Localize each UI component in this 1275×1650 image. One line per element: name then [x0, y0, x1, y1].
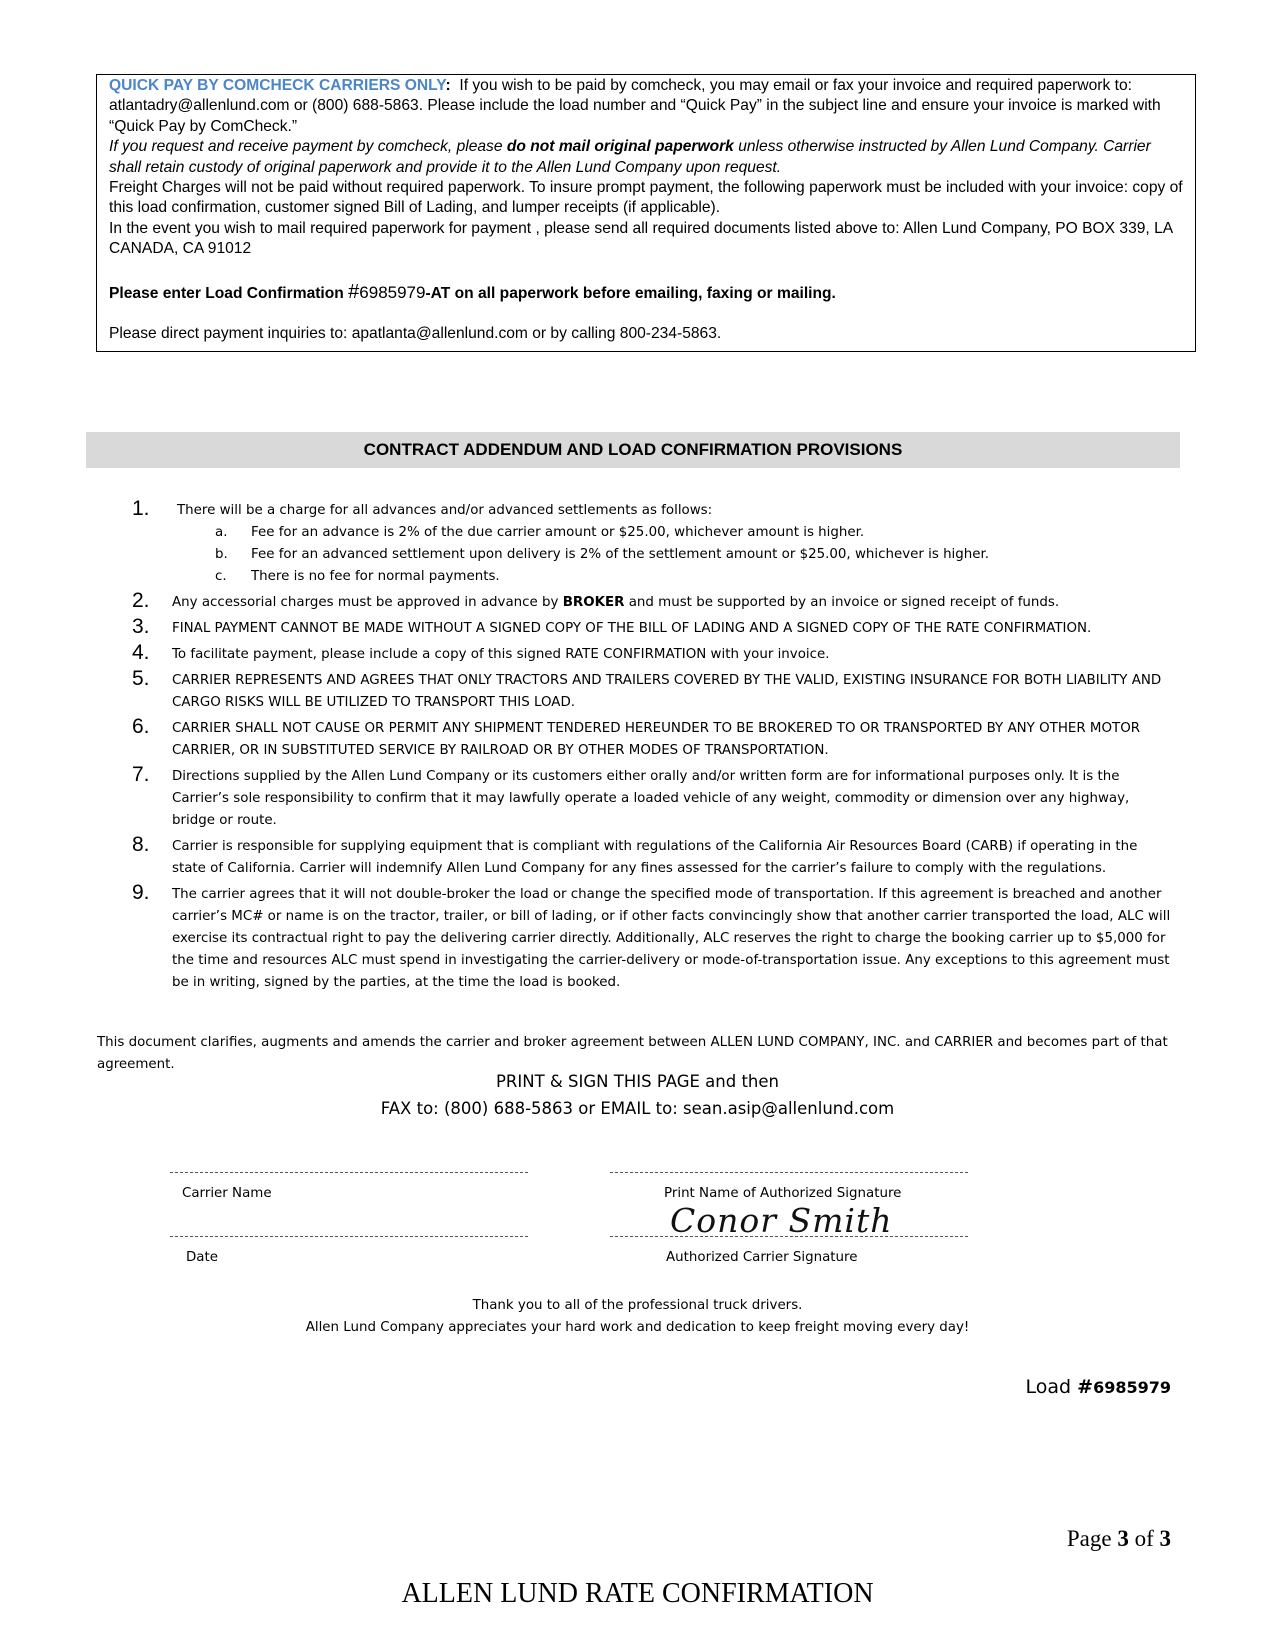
page-of: of — [1128, 1526, 1160, 1551]
mail-paperwork-note: In the event you wish to mail required paperwork for payment , please send all required documents listed above to: Allen Lund Company, PO BOX 339, LA CANADA, CA 91012 — [109, 219, 1173, 258]
quick-pay-italic-note — [109, 137, 1185, 178]
date-line[interactable] — [170, 1236, 528, 1237]
quick-pay-box — [96, 74, 1196, 352]
print-name-label: Print Name of Authorized Signature — [664, 1186, 902, 1201]
provision-text-pre: Any accessorial charges must be approved in advance by — [172, 595, 563, 610]
provision-number: 8. — [132, 833, 150, 856]
provision-number: 9. — [132, 881, 150, 904]
authorized-signature-label: Authorized Carrier Signature — [666, 1250, 858, 1265]
carrier-name-line[interactable] — [170, 1172, 528, 1173]
italic-note-bold: do not mail original paperwork — [506, 138, 734, 156]
provision-text: To facilitate payment, please include a copy of this signed RATE CONFIRMATION with your invoice. — [172, 647, 830, 662]
provision-text: CARRIER SHALL NOT CAUSE OR PERMIT ANY SHIPMENT TENDERED HEREUNDER TO BE BROKERED TO OR TRANSPORTED BY ANY OTHER MOTOR CARRIER, OR IN SUBSTITUTED SERVICE BY RAILROAD OR BY OTHER MODES OF TRANSPORTATION. — [172, 721, 1141, 758]
provision-2 — [0, 589, 1275, 614]
provision-number: 6. — [132, 715, 150, 738]
handwritten-signature: Conor Smith — [670, 1201, 893, 1240]
quick-pay-heading-colon: : — [445, 77, 451, 94]
provision-number: 5. — [132, 667, 150, 690]
provision-text: CARRIER REPRESENTS AND AGREES THAT ONLY TRACTORS AND TRAILERS COVERED BY THE VALID, EXISTING INSURANCE FOR BOTH LIABILITY AND CARGO RISKS WILL BE UTILIZED TO TRANSPORT THIS LOAD. — [172, 673, 1162, 710]
load-number: 6985979 — [1093, 1378, 1171, 1397]
provision-number: 1. — [132, 497, 150, 520]
page-prefix: Page — [1066, 1526, 1118, 1551]
sub-text: Fee for an advanced settlement upon delivery is 2% of the settlement amount or $25.00, whichever is higher. — [251, 547, 990, 562]
page-current: 3 — [1117, 1526, 1129, 1551]
quick-pay-heading: QUICK PAY BY COMCHECK CARRIERS ONLY — [109, 77, 446, 94]
page-total: 3 — [1159, 1526, 1171, 1551]
section-title: CONTRACT ADDENDUM AND LOAD CONFIRMATION PROVISIONS — [363, 440, 903, 459]
agreement-clarification: This document clarifies, augments and amends the carrier and broker agreement between ALLEN LUND COMPANY, INC. and CARRIER and becomes part of that agreement. — [97, 1035, 1168, 1072]
confirm-load-number: 6985979 — [359, 282, 426, 302]
thanks-line-1: Thank you to all of the professional truck drivers. — [472, 1298, 803, 1313]
provision-sub-a — [177, 522, 1175, 544]
provisions-list — [0, 497, 1275, 998]
provision-text: The carrier agrees that it will not double-broker the load or change the specified mode of transportation. If this agreement is breached and another carrier’s MC# or name is on the tractor, trailer, or bill of lading, or if other facts convincingly show that another carrier transported the load, ALC will exercise its contractual right to pay the delivering carrier directly. Additionally, ALC reserves the right to charge the booking carrier up to $5,000 for the time and resources ALC must spend in investigating the carrier-delivery or mode-of-transportation issue. Any exceptions to this agreement must be in writing, signed by the parties, at the time the load is booked. — [172, 887, 1171, 990]
provision-3 — [0, 615, 1275, 640]
load-confirmation-note — [109, 280, 1185, 306]
section-title-bar — [86, 432, 1180, 468]
confirm-pre: Please enter Load Confirmation — [109, 284, 349, 302]
italic-note-post: unless otherwise instructed by Allen Lund Company. Carrier shall retain custody of original paperwork and provide it to the Allen Lund Company upon request. — [109, 138, 1151, 176]
load-hash: # — [1077, 1376, 1094, 1398]
provision-text: There will be a charge for all advances and/or advanced settlements as follows: — [177, 503, 713, 518]
provision-sub-c — [177, 566, 1175, 588]
sub-letter: b. — [215, 547, 228, 562]
load-label: Load — [1025, 1376, 1078, 1398]
confirm-post: -AT on all paperwork before emailing, faxing or mailing. — [425, 284, 836, 302]
confirm-hash: # — [348, 280, 360, 303]
italic-note-pre: If you request and receive payment by comcheck, please — [109, 138, 507, 156]
provision-number: 3. — [132, 615, 150, 638]
print-sign-line-1: PRINT & SIGN THIS PAGE and then — [495, 1072, 779, 1091]
sub-text: There is no fee for normal payments. — [251, 569, 500, 584]
provision-text: FINAL PAYMENT CANNOT BE MADE WITHOUT A SIGNED COPY OF THE BILL OF LADING AND A SIGNED COPY OF THE RATE CONFIRMATION. — [172, 621, 1092, 636]
provision-5 — [0, 667, 1275, 714]
provision-text: Carrier is responsible for supplying equipment that is compliant with regulations of the California Air Resources Board (CARB) if operating in the state of California. Carrier will indemnify Allen Lund Company for any fines assessed for the carrier’s failure to comply with the regulations. — [172, 839, 1138, 876]
carrier-name-label: Carrier Name — [182, 1186, 272, 1201]
sub-letter: c. — [215, 569, 227, 584]
provision-number: 4. — [132, 641, 150, 664]
provision-text-bold: BROKER — [562, 595, 625, 610]
quick-pay-intro — [109, 76, 1185, 137]
provision-8 — [0, 833, 1275, 880]
print-name-line[interactable] — [610, 1172, 968, 1173]
provision-9 — [0, 881, 1275, 994]
provision-7 — [0, 763, 1275, 832]
provision-1 — [0, 497, 1275, 588]
document-title: ALLEN LUND RATE CONFIRMATION — [401, 1578, 874, 1609]
signature-line[interactable] — [610, 1236, 968, 1237]
print-sign-line-2: FAX to: (800) 688-5863 or EMAIL to: sean.asip@allenlund.com — [380, 1099, 895, 1118]
provision-sub-b — [177, 544, 1175, 566]
provision-6 — [0, 715, 1275, 762]
freight-charges-note: Freight Charges will not be paid without required paperwork. To insure prompt payment, the following paperwork must be included with your invoice: copy of this load confirmation, customer signed Bill of Lading, and lumper receipts (if applicable). — [109, 179, 1183, 217]
load-number-footer — [1026, 1376, 1171, 1398]
payment-inquiries-note: Please direct payment inquiries to: apatlanta@allenlund.com or by calling 800-234-5863. — [109, 324, 722, 342]
sub-letter: a. — [215, 525, 228, 540]
provision-text-post: and must be supported by an invoice or signed receipt of funds. — [624, 595, 1060, 610]
provision-4 — [0, 641, 1275, 666]
provision-number: 7. — [132, 763, 150, 786]
page-number — [1067, 1526, 1171, 1552]
thanks-line-2: Allen Lund Company appreciates your hard work and dedication to keep freight moving every day! — [305, 1320, 970, 1335]
sub-text: Fee for an advance is 2% of the due carrier amount or $25.00, whichever amount is higher. — [251, 525, 865, 540]
provision-number: 2. — [132, 589, 150, 612]
quick-pay-intro-text: If you wish to be paid by comcheck, you may email or fax your invoice and required paperwork to: atlantadry@allenlund.com or (800) 688-5863. Please include the load number and “Quick Pay” in the subject line and ensure your invoice is marked with “Quick Pay by ComCheck.” — [109, 77, 1161, 135]
date-label: Date — [186, 1250, 219, 1265]
provision-text: Directions supplied by the Allen Lund Company or its customers either orally and/or written form are for informational purposes only. It is the Carrier’s sole responsibility to confirm that it may lawfully operate a loaded vehicle of any weight, commodity or dimension over any highway, bridge or route. — [172, 769, 1130, 828]
